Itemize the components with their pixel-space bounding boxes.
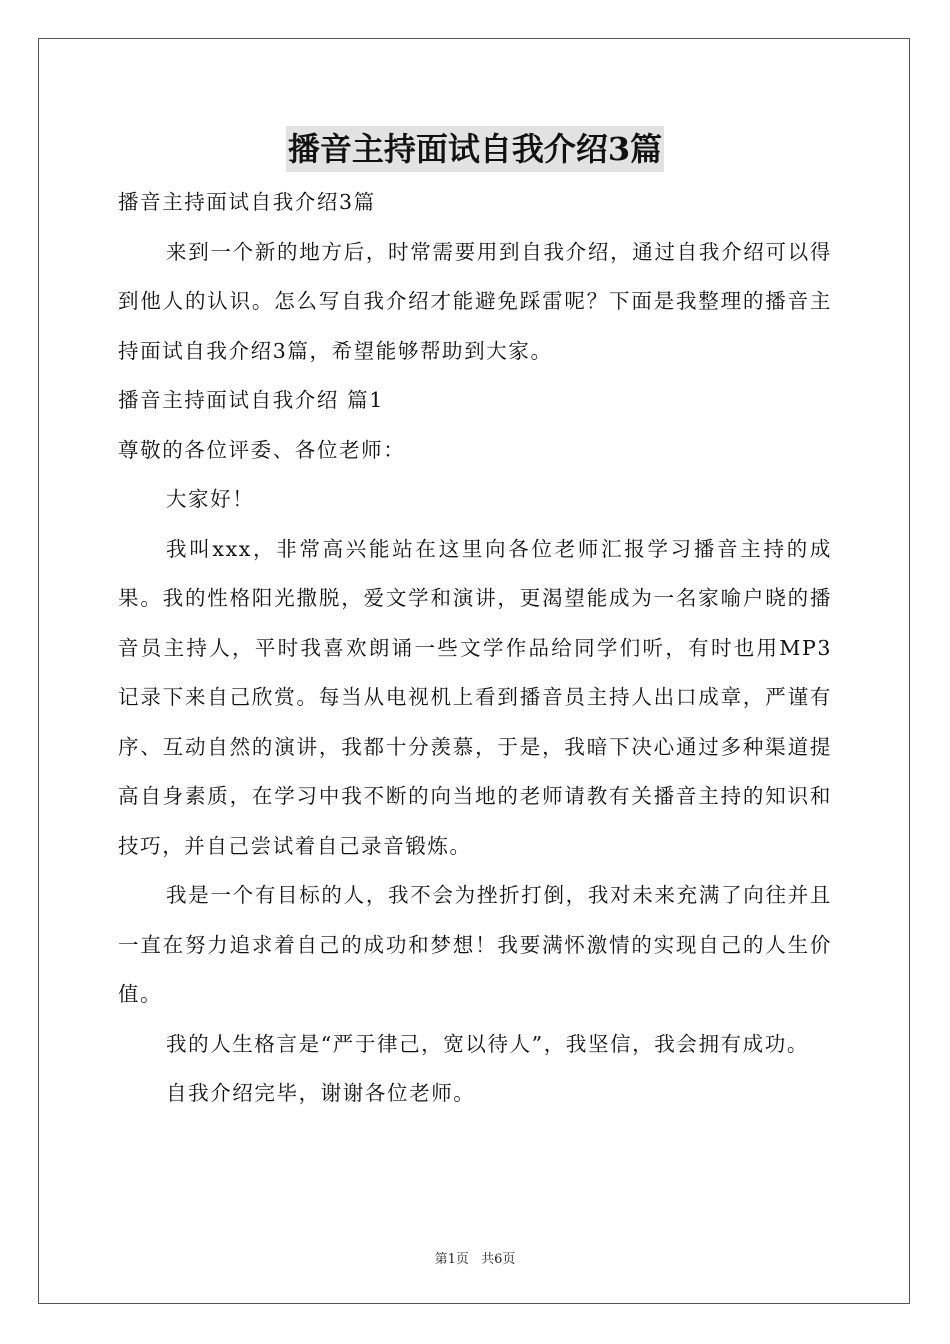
document-title: 播音主持面试自我介绍3篇 (286, 126, 664, 172)
page-number: 第1页 (434, 1252, 469, 1267)
paragraph-intro: 来到一个新的地方后，时常需要用到自我介绍，通过自我介绍可以得到他人的认识。怎么写自我介绍才能避免踩雷呢？下面是我整理的播音主持面试自我介绍3篇，希望能够帮助到大家。 (118, 239, 832, 363)
title-container (0, 126, 950, 172)
paragraph-motto: 我的人生格言是“严于律己，宽以待人”，我坚信，我会拥有成功。 (166, 1031, 809, 1056)
paragraph-closing: 自我介绍完毕，谢谢各位老师。 (166, 1081, 476, 1105)
paragraph-body-1: 我叫xxx，非常高兴能站在这里向各位老师汇报学习播音主持的成果。我的性格阳光撒脱，爱文学和演讲，更渴望能成为一名家喻户晓的播音员主持人，平时我喜欢朗诵一些文学作品给同学们听，有时也用MP3记录下来自己欣赏。每当从电视机上看到播音员主持人出口成章，严谨有序、互动自然的演讲，我都十分羡慕，于是，我暗下决心通过多种渠道提高自身素质，在学习中我不断的向当地的老师请教有关播音主持的知识和技巧，并自己尝试着自己录音锻炼。 (118, 536, 832, 858)
document-body (118, 178, 832, 1119)
page-footer (0, 1248, 950, 1267)
greeting: 大家好！ (166, 487, 255, 511)
page-total: 共6页 (481, 1252, 516, 1267)
section-heading: 播音主持面试自我介绍 篇1 (118, 388, 384, 412)
salutation: 尊敬的各位评委、各位老师： (118, 437, 406, 462)
document-subtitle: 播音主持面试自我介绍3篇 (118, 190, 376, 214)
paragraph-body-2: 我是一个有目标的人，我不会为挫折打倒，我对未来充满了向往并且一直在努力追求着自己的成功和梦想！我要满怀激情的实现自己的人生价值。 (118, 883, 832, 1006)
